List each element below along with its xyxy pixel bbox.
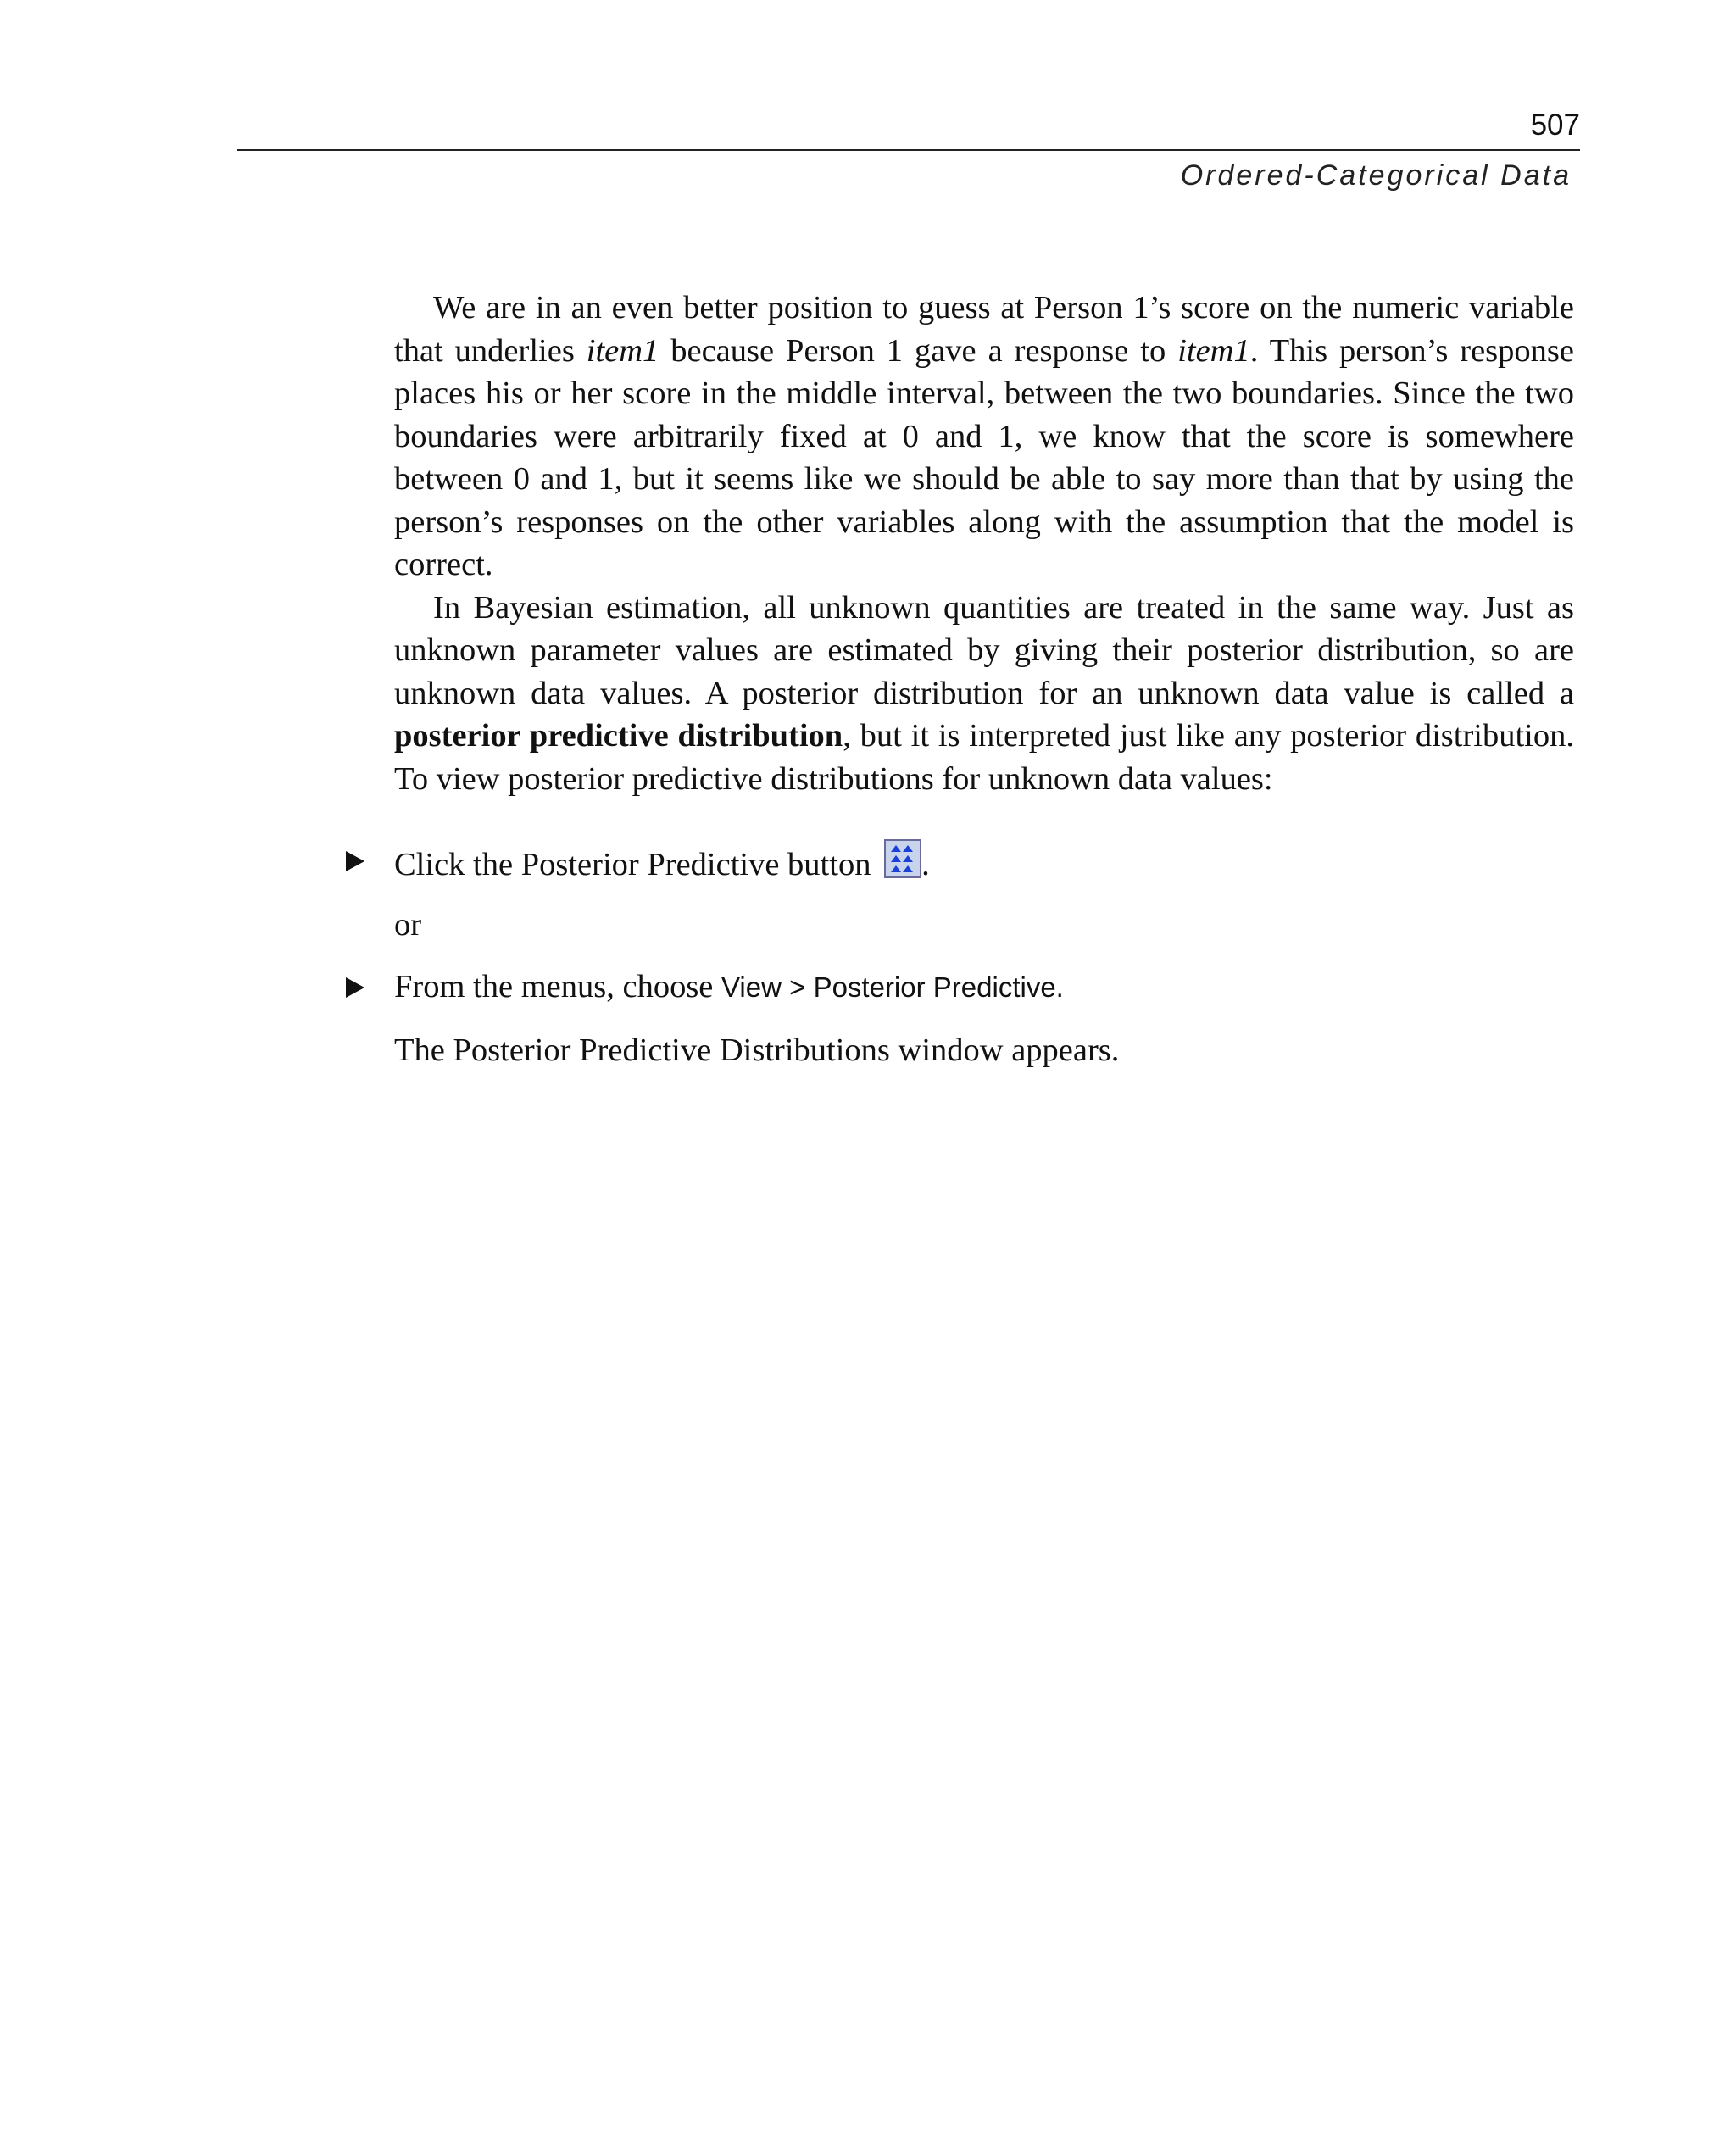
p1-text-3: . This person’s response places his or her score in the middle interval, between the two boundaries. Since the two boundaries were arbitrarily fixed at 0 and 1, we know that the score is somewhere between 0 and 1, but it seems like we should be able to say more than that by using the person’s responses on the other variables along with the assumption that the model is correct. [394, 332, 1574, 582]
result-line [394, 1029, 1119, 1071]
bullet-arrow-icon [346, 851, 364, 871]
result-text: The Posterior Predictive Distributions window appears. [394, 1032, 1120, 1068]
running-head: Ordered-Categorical Data [1180, 159, 1572, 192]
p2-text-1: In Bayesian estimation, all unknown quantities are treated in the same way. Just as unknown parameter values are estimated by giving their posterior distribution, so are unknown data values. A posterior distribution for an unknown data value is called a [394, 589, 1574, 711]
or-text: or [394, 907, 422, 943]
page-number: 507 [1530, 108, 1580, 142]
step-2 [394, 965, 1064, 1009]
p1-italic-item1-b: item1 [1177, 332, 1250, 369]
menu-view: View [721, 971, 782, 1003]
p1-text-2: because Person 1 gave a response to [659, 332, 1178, 369]
header-rule [237, 149, 1580, 151]
body-text [394, 287, 1574, 800]
bullet-arrow-icon [346, 977, 364, 998]
p1-text-1: We are in an even better position to guess at Person 1’s score on the numeric variable that underlies [394, 290, 1574, 369]
p2-text-2: , but it is interpreted just like any posterior distribution. To view posterior predictive distributions for unknown data values: [394, 718, 1574, 797]
p1-italic-item1-a: item1 [586, 332, 659, 369]
or-line [394, 904, 421, 946]
menu-posterior-predictive: Posterior Predictive. [813, 971, 1064, 1003]
step-1-text: Click the Posterior Predictive button [394, 847, 880, 882]
step-1 [394, 839, 930, 886]
menu-separator: > [781, 971, 814, 1003]
step-1-end: . [921, 847, 930, 882]
posterior-predictive-button-icon [884, 839, 921, 878]
p2-bold-term: posterior predictive distribution [394, 718, 843, 754]
paragraph-2 [394, 587, 1574, 801]
step-2-text: From the menus, choose [394, 969, 722, 1004]
paragraph-1 [394, 287, 1574, 587]
